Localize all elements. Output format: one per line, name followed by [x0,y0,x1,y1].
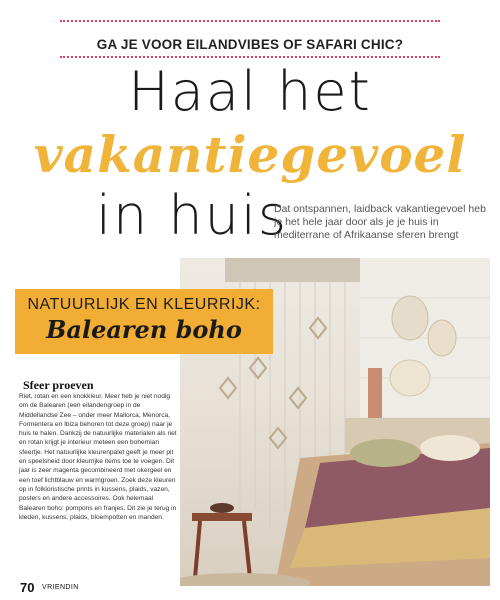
page-number: 70 [20,580,35,595]
banner-line-1: NATUURLIJK EN KLEURRIJK: [27,296,261,313]
section-heading: Sfeer proeven [23,378,94,392]
intro-text: Dat ontspannen, laidback vakantiegevoel heb je het hele jaar door als je je huis in mediterrane of Afrikaanse sferen brengt [274,203,486,241]
title-line-2-script: vakantiegevoel [33,125,467,184]
magazine-name: VRIENDIN [42,584,79,591]
title-line-1: Haal het [128,60,372,123]
section-body-text: Riet, rotan en een knokkleur. Meer heb je niet nodig om de Balearen (een eilandengroep in de Middellandse Zee – onder meer Mallorca, Menorca, Formentera en Ibiza behoren tot deze groep) naar je huis te halen. Dankzij de natuurlijke materialen als riet en rotan krijgt je interieur meteen een bohemian sfeertje. Het natuurlijke kleurenpalet geeft je meer pit en speelsheid door kleurrijke items toe te voegen. Dit jaar is zeer magenta gecombineerd met okergeel en een toef lichtblauw en warmgroen. Zoek deze kleuren op in folkloristische prints in kussens, plaids, vazen, posters en andere accessoires. Ook helemaal Balearen boho: pompons en franjes. Dit zie je terug in kleden, kussens, plaids, bloempotten en manden. [19,393,177,521]
dotted-rule-bottom [60,56,440,58]
section-banner [15,289,273,354]
banner-line-2-script: Balearen boho [46,315,242,344]
kicker-headline: GA JE VOOR EILANDVIBES OF SAFARI CHIC? [96,37,404,52]
dotted-rule-top [60,20,440,22]
title-line-3: in huis [96,184,288,247]
